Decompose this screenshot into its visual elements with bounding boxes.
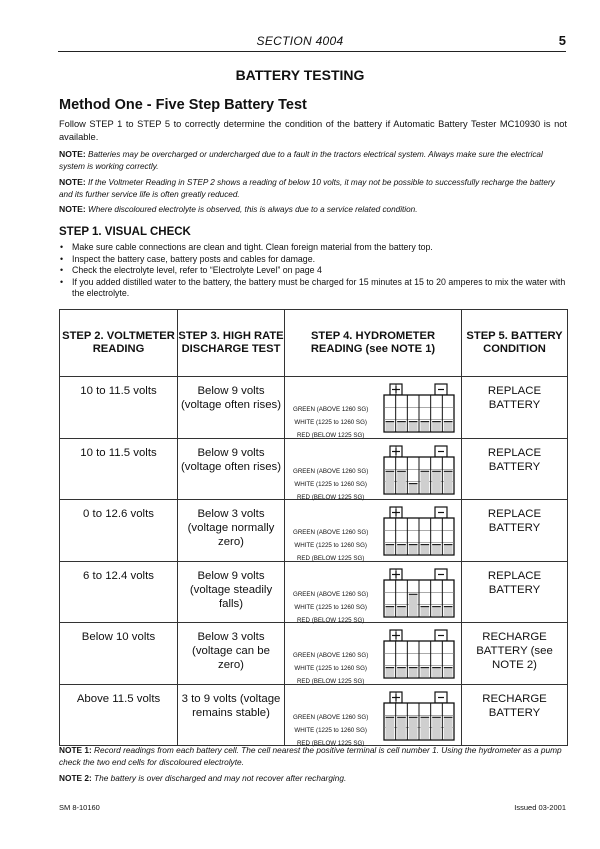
note-2 <box>59 176 569 201</box>
cell-level-bar <box>444 471 453 493</box>
col-header-condition: STEP 5. BATTERY CONDITION <box>462 310 568 377</box>
legend-label: WHITE (1225 to 1260 SG) <box>294 480 367 488</box>
cell-level-bar <box>397 545 406 554</box>
battery-cell-diagram <box>383 506 455 556</box>
legend-label: RED (BELOW 1225 SG) <box>296 493 365 501</box>
cell-level-bar <box>432 717 441 739</box>
legend-label: WHITE (1225 to 1260 SG) <box>294 726 367 734</box>
note-1 <box>59 148 569 173</box>
cell-level-bar <box>421 545 430 554</box>
battery-condition-text: RECHARGE BATTERY <box>482 692 547 719</box>
cell-level-bar <box>386 717 395 739</box>
cell-level-bar <box>421 422 430 431</box>
legend-label: RED (BELOW 1225 SG) <box>296 739 365 747</box>
voltmeter-reading <box>60 438 178 500</box>
cell-level-bar <box>386 545 395 554</box>
table-row <box>60 684 568 746</box>
col-header-hydrometer: STEP 4. HYDROMETER READING (see NOTE 1) <box>285 310 462 377</box>
list-item: • Check the electrolyte level, refer to “Electrolyte Level” on page 4 <box>59 265 569 277</box>
legend-label: RED (BELOW 1225 SG) <box>296 616 365 624</box>
cell-level-bar <box>397 606 406 615</box>
cell-level-bar <box>421 606 430 615</box>
note-text: Batteries may be overcharged or undercharged due to a fault in the tractors electrical system. Always make sure the electrical system is working correctly. <box>59 150 543 171</box>
voltmeter-reading-text: Below 10 volts <box>81 631 156 643</box>
step1-heading: STEP 1. VISUAL CHECK <box>59 226 191 238</box>
footnote-text: The battery is over discharged and may not recover after recharging. <box>94 773 347 783</box>
discharge-test <box>178 500 285 562</box>
hydrometer-legend <box>293 649 368 688</box>
battery-cell-diagram <box>383 383 455 433</box>
discharge-test-text: Below 3 volts (voltage normally zero) <box>187 508 275 548</box>
voltmeter-reading <box>60 684 178 746</box>
discharge-test <box>178 684 285 746</box>
page-number: 5 <box>558 33 566 48</box>
voltmeter-reading-text: 10 to 11.5 volts <box>80 385 157 397</box>
col-header-discharge: STEP 3. HIGH RATE DISCHARGE TEST <box>178 310 285 377</box>
footnote-label: NOTE 1: <box>59 745 92 755</box>
footer-manual-code: SM 8-10160 <box>59 803 100 812</box>
cell-level-bar <box>432 668 441 677</box>
voltmeter-reading-text: 0 to 12.6 volts <box>83 508 154 520</box>
cell-level-bar <box>397 668 406 677</box>
hydrometer-reading <box>285 377 462 439</box>
cell-level-bar <box>444 422 453 431</box>
voltmeter-reading <box>60 377 178 439</box>
cell-level-bar <box>397 717 406 739</box>
cell-level-bar <box>444 717 453 739</box>
legend-label: GREEN (ABOVE 1260 SG) <box>293 529 369 536</box>
legend-label: WHITE (1225 to 1260 SG) <box>294 542 367 549</box>
note-label: NOTE: <box>59 177 86 187</box>
discharge-test <box>178 377 285 439</box>
list-item: • Inspect the battery case, battery posts and cables for damage. <box>59 254 569 266</box>
discharge-test-text: Below 9 volts (voltage often rises) <box>180 446 282 473</box>
battery-cell-diagram <box>383 445 455 495</box>
cell-level-bar <box>421 668 430 677</box>
cell-level-bar <box>409 717 418 739</box>
cell-level-bar <box>432 606 441 615</box>
voltmeter-reading-text: Above 11.5 volts <box>76 692 161 705</box>
cell-level-bar <box>432 471 441 493</box>
cell-level-bar <box>397 422 406 431</box>
intro-paragraph: Follow STEP 1 to STEP 5 to correctly determine the condition of the battery if Automatic Battery Tester MC10930 is not available. <box>59 119 567 142</box>
hydrometer-legend <box>293 526 368 565</box>
cell-level-bar <box>444 606 453 615</box>
hydrometer-reading <box>285 684 462 746</box>
legend-label: WHITE (1225 to 1260 SG) <box>294 603 367 611</box>
footnote-2 <box>59 772 569 784</box>
hydrometer-reading <box>285 438 462 500</box>
footer-issue-date: Issued 03-2001 <box>514 803 566 812</box>
step1-bullet-list <box>59 242 569 300</box>
battery-cell-diagram <box>383 568 455 618</box>
note-text: If the Voltmeter Reading in STEP 2 shows a reading of below 10 volts, it may not be possible to successfully recharge the battery and its further service life is often greatly reduced. <box>59 178 555 199</box>
battery-condition <box>462 500 568 562</box>
voltmeter-reading-text: 10 to 11.5 volts <box>80 446 157 459</box>
hydrometer-legend <box>293 588 368 627</box>
battery-condition <box>462 561 568 623</box>
cell-level-bar <box>386 422 395 431</box>
cell-level-bar <box>409 483 418 492</box>
table-row <box>60 377 568 439</box>
note-label: NOTE: <box>59 204 86 214</box>
note-text: Where discoloured electrolyte is observed, this is always due to a service related condition. <box>88 205 418 214</box>
voltmeter-reading <box>60 500 178 562</box>
battery-test-table <box>59 309 568 746</box>
battery-condition-text: RECHARGE BATTERY (see NOTE 2) <box>476 631 553 671</box>
battery-condition <box>462 377 568 439</box>
battery-condition-text: REPLACE BATTERY <box>487 446 542 473</box>
cell-level-bar <box>409 668 418 677</box>
cell-level-bar <box>421 717 430 739</box>
legend-label: WHITE (1225 to 1260 SG) <box>294 419 367 426</box>
legend-label: RED (BELOW 1225 SG) <box>296 678 365 685</box>
battery-condition <box>462 438 568 500</box>
hydrometer-reading <box>285 623 462 685</box>
cell-level-bar <box>444 668 453 677</box>
note-3 <box>59 203 569 216</box>
col-header-voltmeter: STEP 2. VOLTMETER READING <box>60 310 178 377</box>
hydrometer-reading <box>285 561 462 623</box>
footnote-label: NOTE 2: <box>59 773 92 783</box>
table-row <box>60 500 568 562</box>
legend-label: WHITE (1225 to 1260 SG) <box>294 665 367 672</box>
cell-level-bar <box>386 668 395 677</box>
list-item: • Make sure cable connections are clean and tight. Clean foreign material from the battery top. <box>59 242 569 254</box>
discharge-test <box>178 623 285 685</box>
table-row <box>60 561 568 623</box>
cell-level-bar <box>444 545 453 554</box>
legend-label: RED (BELOW 1225 SG) <box>296 432 365 439</box>
discharge-test <box>178 438 285 500</box>
battery-condition-text: REPLACE BATTERY <box>487 385 542 411</box>
battery-condition <box>462 684 568 746</box>
hydrometer-reading <box>285 500 462 562</box>
legend-label: GREEN (ABOVE 1260 SG) <box>293 467 369 475</box>
voltmeter-reading-text: 6 to 12.4 volts <box>83 569 154 582</box>
cell-level-bar <box>409 545 418 554</box>
cell-level-bar <box>386 471 395 493</box>
legend-label: GREEN (ABOVE 1260 SG) <box>293 713 369 721</box>
footnote-1 <box>59 744 569 768</box>
hydrometer-legend <box>293 465 368 504</box>
cell-level-bar <box>432 422 441 431</box>
table-row <box>60 438 568 500</box>
hydrometer-legend <box>293 403 368 442</box>
cell-level-bar <box>397 471 406 493</box>
legend-label: GREEN (ABOVE 1260 SG) <box>293 406 369 413</box>
battery-cell-diagram <box>383 629 455 679</box>
method-heading: Method One - Five Step Battery Test <box>59 97 307 113</box>
table-row <box>60 623 568 685</box>
section-header: SECTION 4004 <box>256 34 344 48</box>
note-label: NOTE: <box>59 149 86 159</box>
cell-level-bar <box>409 594 418 616</box>
discharge-test <box>178 561 285 623</box>
legend-label: RED (BELOW 1225 SG) <box>296 555 365 562</box>
battery-condition-text: REPLACE BATTERY <box>487 508 542 534</box>
voltmeter-reading <box>60 561 178 623</box>
table-header-row <box>60 310 568 377</box>
discharge-test-text: Below 9 volts (voltage often rises) <box>180 385 282 411</box>
discharge-test-text: 3 to 9 volts (voltage remains stable) <box>181 692 281 719</box>
discharge-test-text: Below 9 volts (voltage steadily falls) <box>189 569 273 610</box>
footnote-text: Record readings from each battery cell. The cell nearest the positive terminal is cell number 1. Using the hydrometer as a pump check the two end cells for discoloured electrolyte. <box>59 745 562 767</box>
battery-cell-diagram <box>383 691 455 741</box>
legend-label: GREEN (ABOVE 1260 SG) <box>293 652 369 659</box>
battery-condition-text: REPLACE BATTERY <box>487 569 542 596</box>
battery-condition <box>462 623 568 685</box>
cell-level-bar <box>432 545 441 554</box>
header-rule <box>58 51 566 52</box>
voltmeter-reading <box>60 623 178 685</box>
list-item: • If you added distilled water to the battery, the battery must be charged for 15 minutes at 15 to 20 amperes to mix the water with the electrolyte. <box>59 277 569 300</box>
cell-level-bar <box>409 422 418 431</box>
cell-level-bar <box>421 471 430 493</box>
cell-level-bar <box>386 606 395 615</box>
page-title: BATTERY TESTING <box>235 67 365 83</box>
discharge-test-text: Below 3 volts (voltage can be zero) <box>192 631 270 671</box>
legend-label: GREEN (ABOVE 1260 SG) <box>293 590 369 598</box>
